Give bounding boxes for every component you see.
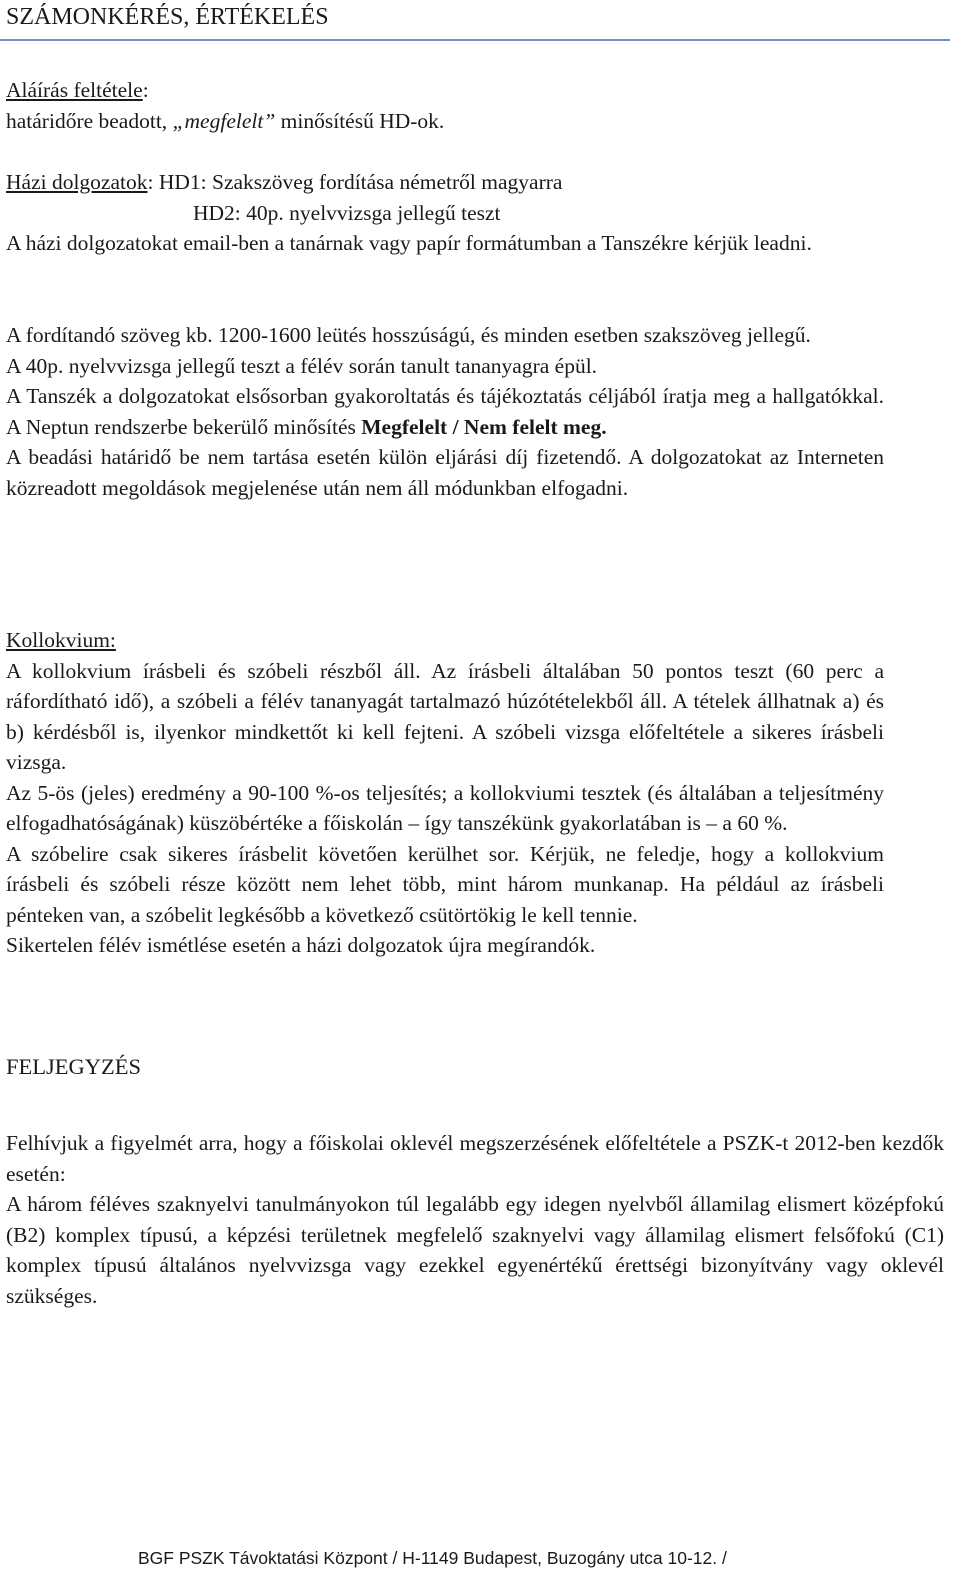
note-p2: A három féléves szaknyelvi tanulmányokon túl legalább egy idegen nyelvből államilag elismert középfokú (B2) komplex típusú, a képzési területnek megfelelő szaknyelvi vagy államilag elismert felsőfokú (C1) komplex típusú általános nyelvvizsga vagy ezekkel egyenértékű érettségi bizonyítvány vagy oklevél szükséges.	[6, 1192, 944, 1308]
signature-line-quote: „megfelelt”	[172, 108, 276, 133]
signature-colon: :	[142, 78, 149, 102]
signature-label: Aláírás feltétele	[6, 78, 143, 102]
colloquium-p2: Az 5-ös (jeles) eredmény a 90-100 %-os teljesítés; a kollokviumi tesztek (és általában a teljesítmény elfogadhatóságának) küszöbértéke a főiskolán – így tanszékünk gyakorlatában is – a 60 %.	[6, 780, 884, 835]
details-deadline: A beadási határidő be nem tartása esetén külön eljárási díj fizetendő. A dolgozatokat az Interneten közreadott megoldások megjelenése után nem áll módunkban elfogadni.	[6, 445, 884, 500]
note-title: FELJEGYZÉS	[6, 1054, 141, 1079]
note-p1: Felhívjuk a figyelmét arra, hogy a főiskolai oklevél megszerzésének előfeltétele a PSZK-t 2012-ben kezdők esetén:	[6, 1131, 944, 1186]
colloquium-section	[6, 625, 884, 961]
signature-line-prefix: határidőre beadott,	[6, 108, 173, 133]
colloquium-label: Kollokvium:	[6, 628, 116, 652]
signature-line-suffix: minősítésű HD-ok.	[275, 108, 445, 133]
homework-hd2: HD2: 40p. nyelvvizsga jellegű teszt	[193, 200, 501, 225]
colloquium-p1: A kollokvium írásbeli és szóbeli részből áll. Az írásbeli általában 50 pontos teszt (60 perc a ráfordítható idő), a szóbeli a félév tananyagát tartalmazó húzótételekből áll. A tételek állhatnak a) és b) kérdésből is, ilyenkor mindkettőt ki kell fejteni. A szóbeli vizsga előfeltétele a sikeres írásbeli vizsga.	[6, 658, 884, 774]
colloquium-p3: A szóbelire csak sikeres írásbelit követően kerülhet sor. Kérjük, ne feledje, hogy a kollokvium írásbeli és szóbeli része között nem lehet több, mint három munkanap. Ha például az írásbeli pénteken van, a szóbelit legkésőbb a következő csütörtökig le kell tennie.	[6, 841, 884, 927]
colloquium-p4: Sikertelen félév ismétlése esetén a házi dolgozatok újra megírandók.	[6, 933, 596, 957]
page-footer: BGF PSZK Távoktatási Központ / H-1149 Budapest, Buzogány utca 10-12. /	[138, 1548, 727, 1568]
details-purpose-grade: Megfelelt / Nem felelt meg.	[361, 414, 607, 439]
note-section	[6, 1128, 944, 1311]
homework-label: Házi dolgozatok	[6, 170, 148, 194]
details-purpose: A Tanszék a dolgozatokat elsősorban gyakoroltatás és tájékoztatás céljából íratja meg a hallgatókkal. A Neptun rendszerbe bekerülő minősítés	[6, 384, 884, 439]
details-length: A fordítandó szöveg kb. 1200-1600 leütés hosszúságú, és minden esetben szakszöveg jellegű.	[6, 323, 811, 347]
homework-submit: A házi dolgozatokat email-ben a tanárnak vagy papír formátumban a Tanszékre kérjük leadni.	[6, 231, 812, 255]
homework-hd1: : HD1: Szakszöveg fordítása németről magyarra	[147, 170, 563, 194]
details-test: A 40p. nyelvvizsga jellegű teszt a félév során tanult tananyagra épül.	[6, 353, 598, 378]
page-title: SZÁMONKÉRÉS, ÉRTÉKELÉS	[6, 4, 329, 30]
homework-section	[6, 167, 936, 259]
details-section	[6, 320, 884, 503]
signature-section	[6, 75, 884, 136]
header-rule	[0, 39, 950, 41]
